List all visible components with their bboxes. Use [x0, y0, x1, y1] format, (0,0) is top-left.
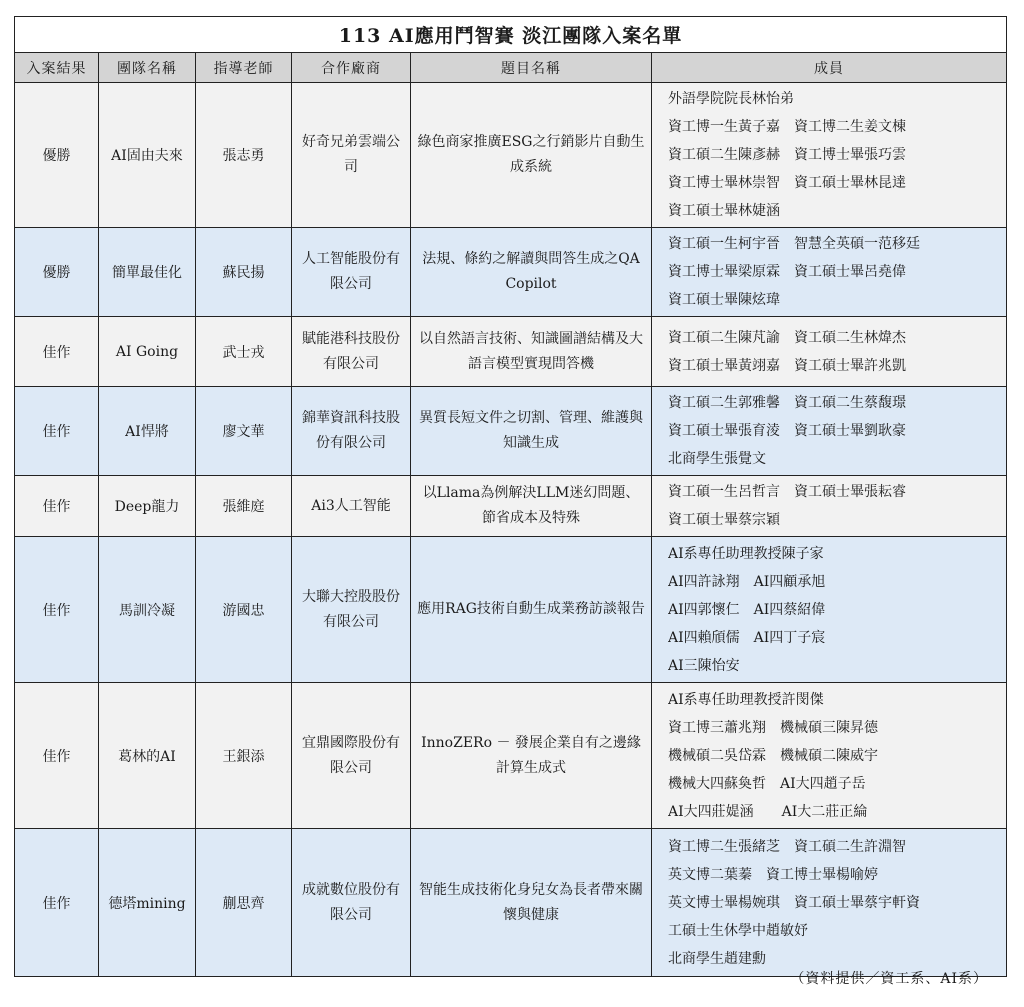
result-cell: 佳作	[15, 387, 99, 476]
team-cell: AI固由夫來	[99, 83, 196, 228]
member-line: 資工碩二生陳芃諭 資工碩二生林煒杰	[668, 329, 906, 346]
result-cell: 優勝	[15, 228, 99, 317]
partner-cell: 成就數位股份有限公司	[292, 829, 411, 977]
member-line: 資工博士畢林崇智 資工碩士畢林昆達	[668, 175, 906, 191]
source-note: （資料提供／資工系、AI系）	[790, 971, 988, 987]
member-line: AI三陳怡安	[668, 657, 740, 674]
partner-cell: 錦華資訊科技股份有限公司	[292, 387, 411, 476]
result-cell: 佳作	[15, 537, 99, 683]
advisor-cell: 蘇民揚	[196, 228, 292, 317]
topic-cell: InnoZERo － 發展企業自有之邊緣計算生成式	[411, 683, 652, 829]
member-line: 資工碩士畢黃翊嘉 資工碩士畢許兆凱	[668, 357, 906, 374]
result-cell: 優勝	[15, 83, 99, 228]
members-cell	[652, 829, 1007, 977]
topic-cell: 法規、條約之解讀與問答生成之QA Copilot	[411, 228, 652, 317]
member-line: 英文博二葉蓁 資工博士畢楊喻婷	[668, 866, 878, 883]
members-cell	[652, 387, 1007, 476]
header-partner: 合作廠商	[292, 53, 411, 83]
table-title: 113 AI應用鬥智賽 淡江團隊入案名單	[15, 17, 1007, 53]
member-line: 工碩士生休學中趙敏妤	[668, 922, 808, 939]
members-cell	[652, 537, 1007, 683]
header-row	[15, 53, 1007, 83]
header-result: 入案結果	[15, 53, 99, 83]
members-cell	[652, 317, 1007, 387]
header-team: 團隊名稱	[99, 53, 196, 83]
member-line: 資工碩一生柯宇晉 智慧全英碩一范移廷	[668, 236, 920, 252]
member-line: 資工碩士畢陳炫瑋	[668, 292, 780, 308]
header-members: 成員	[652, 53, 1007, 83]
members-cell	[652, 83, 1007, 228]
members-cell	[652, 228, 1007, 317]
member-line: 機械大四蘇奐哲 AI大四趙子岳	[668, 775, 866, 792]
table-row	[15, 537, 1007, 683]
winners-table	[14, 16, 1007, 977]
title-row	[15, 17, 1007, 53]
member-line: 資工博士畢梁原霖 資工碩士畢呂堯偉	[668, 264, 906, 280]
table-row	[15, 476, 1007, 537]
team-cell: Deep龍力	[99, 476, 196, 537]
partner-cell: 大聯大控股股份有限公司	[292, 537, 411, 683]
topic-cell: 智能生成技術化身兒女為長者帶來關懷與健康	[411, 829, 652, 977]
advisor-cell: 蒯思齊	[196, 829, 292, 977]
member-line: 北商學生張覺文	[668, 451, 766, 467]
partner-cell: 好奇兄弟雲端公司	[292, 83, 411, 228]
advisor-cell: 張維庭	[196, 476, 292, 537]
result-cell: 佳作	[15, 829, 99, 977]
partner-cell: 人工智能股份有限公司	[292, 228, 411, 317]
result-cell: 佳作	[15, 476, 99, 537]
advisor-cell: 王銀添	[196, 683, 292, 829]
member-line: AI系專任助理教授許閔傑	[668, 691, 824, 708]
topic-cell: 應用RAG技術自動生成業務訪談報告	[411, 537, 652, 683]
member-line: 英文博士畢楊婉琪 資工碩士畢蔡宇軒資	[668, 894, 920, 911]
member-line: 資工碩二生郭雅馨 資工碩二生蔡馥璟	[668, 395, 906, 411]
member-line: AI四賴頎儒 AI四丁子宸	[668, 629, 826, 646]
member-line: AI四郭懷仁 AI四蔡紹偉	[668, 601, 826, 618]
partner-cell: 宜鼎國際股份有限公司	[292, 683, 411, 829]
topic-cell: 異質長短文件之切割、管理、維護與知識生成	[411, 387, 652, 476]
team-cell: AI Going	[99, 317, 196, 387]
team-cell: 簡單最佳化	[99, 228, 196, 317]
members-cell	[652, 683, 1007, 829]
member-line: 資工碩二生陳彥赫 資工博士畢張巧雲	[668, 147, 906, 163]
topic-cell: 以自然語言技術、知識圖譜結構及大語言模型實現問答機	[411, 317, 652, 387]
member-line: 外語學院院長林怡弟	[668, 91, 794, 107]
table-row	[15, 228, 1007, 317]
member-line: 北商學生趙建勳	[668, 950, 766, 967]
advisor-cell: 廖文華	[196, 387, 292, 476]
advisor-cell: 張志勇	[196, 83, 292, 228]
team-cell: 馬訓冷凝	[99, 537, 196, 683]
members-cell	[652, 476, 1007, 537]
team-cell: 德塔mining	[99, 829, 196, 977]
header-advisor: 指導老師	[196, 53, 292, 83]
member-line: 機械碩二吳岱霖 機械碩二陳威宇	[668, 747, 878, 764]
table-row	[15, 317, 1007, 387]
winners-table-container	[14, 16, 1006, 977]
result-cell: 佳作	[15, 317, 99, 387]
table-row	[15, 83, 1007, 228]
topic-cell: 以Llama為例解決LLM迷幻問題、節省成本及特殊	[411, 476, 652, 537]
advisor-cell: 游國忠	[196, 537, 292, 683]
partner-cell: Ai3人工智能	[292, 476, 411, 537]
member-line: 資工碩士畢張育淩 資工碩士畢劉耿豪	[668, 423, 906, 439]
table-row	[15, 829, 1007, 977]
member-line: 資工碩一生呂哲言 資工碩士畢張耘睿	[668, 484, 906, 500]
result-cell: 佳作	[15, 683, 99, 829]
team-cell: 葛林的AI	[99, 683, 196, 829]
table-row	[15, 683, 1007, 829]
member-line: 資工碩士畢林婕涵	[668, 203, 780, 219]
member-line: AI四許詠翔 AI四顧承旭	[668, 573, 826, 590]
member-line: 資工博二生張緒芝 資工碩二生許淵智	[668, 838, 906, 855]
advisor-cell: 武士戎	[196, 317, 292, 387]
header-topic: 題目名稱	[411, 53, 652, 83]
member-line: 資工博三蕭兆翔 機械碩三陳昇德	[668, 719, 878, 736]
member-line: 資工碩士畢蔡宗穎	[668, 512, 780, 528]
member-line: AI大四莊媞涵 AI大二莊正綸	[668, 803, 868, 820]
partner-cell: 賦能港科技股份有限公司	[292, 317, 411, 387]
member-line: AI系專任助理教授陳子家	[668, 545, 824, 562]
table-row	[15, 387, 1007, 476]
member-line: 資工博一生黃子嘉 資工博二生姜文棟	[668, 119, 906, 135]
topic-cell: 綠色商家推廣ESG之行銷影片自動生成系統	[411, 83, 652, 228]
team-cell: AI悍將	[99, 387, 196, 476]
